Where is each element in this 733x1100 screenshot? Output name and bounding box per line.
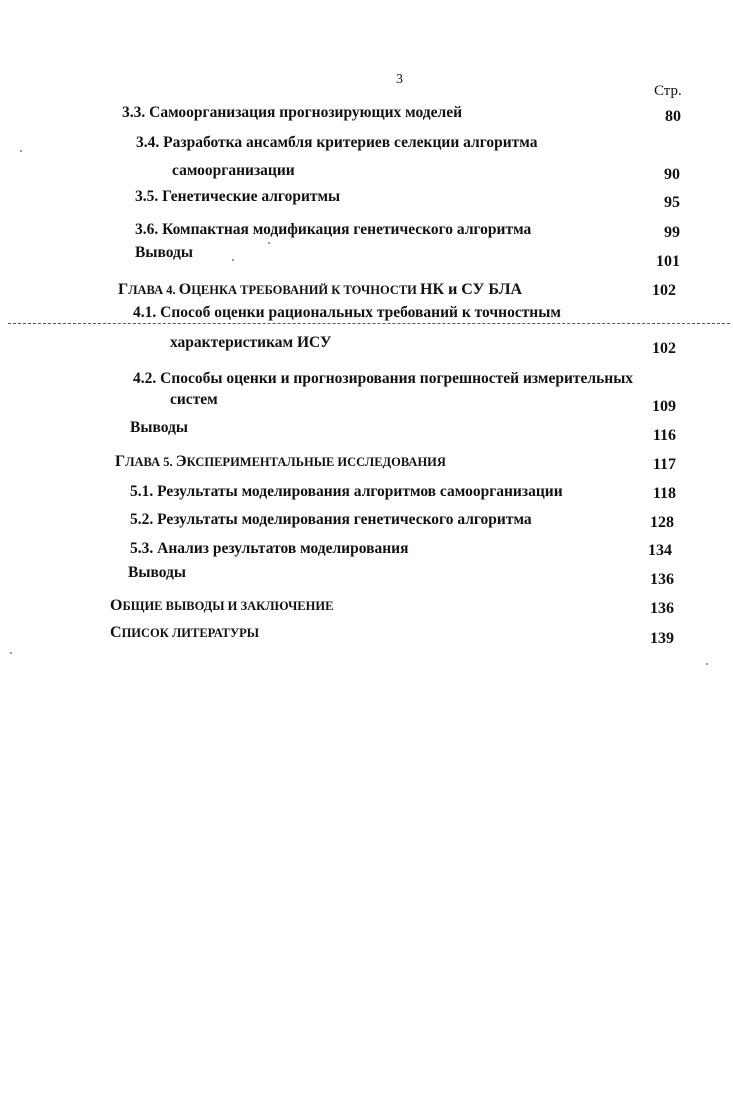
toc-entry-conclusions-3: Выводы [135, 244, 193, 261]
toc-page-general-conclusions: 136 [650, 600, 674, 617]
scan-speck [10, 652, 12, 654]
toc-page-conclusions-5: 136 [650, 571, 674, 588]
toc-entry-4-2-cont: систем [170, 391, 218, 408]
toc-entry-3-3: 3.3. Самоорганизация прогнозирующих моделей [122, 104, 463, 121]
toc-entry-4-1: 4.1. Способ оценки рациональных требований к точностным [133, 304, 561, 321]
toc-entry-3-6: 3.6. Компактная модификация генетического алгоритма [135, 221, 532, 238]
page-number: 3 [396, 72, 403, 87]
toc-entry-3-4-cont: самоорганизации [172, 162, 295, 179]
scan-speck [706, 663, 708, 665]
toc-chapter-4: ГЛАВА 4. ОЦЕНКА ТРЕБОВАНИЙ К ТОЧНОСТИ НК и СУ БЛА [118, 281, 523, 298]
toc-entry-4-2: 4.2. Способы оценки и прогнозирования погрешностей измерительных [133, 370, 634, 387]
toc-entry-3-5: 3.5. Генетические алгоритмы [135, 188, 341, 205]
toc-page-5-3: 134 [648, 542, 672, 559]
toc-page-3-5: 95 [664, 194, 680, 211]
toc-entry-5-1: 5.1. Результаты моделирования алгоритмов самоорганизации [130, 483, 563, 500]
toc-general-conclusions: ОБЩИЕ ВЫВОДЫ И ЗАКЛЮЧЕНИЕ [110, 597, 334, 614]
toc-chapter-5: ГЛАВА 5. ЭКСПЕРИМЕНТАЛЬНЫЕ ИССЛЕДОВАНИЯ [115, 453, 446, 470]
toc-page-conclusions-3: 101 [656, 253, 680, 270]
toc-entry-3-4: 3.4. Разработка ансамбля критериев селекции алгоритма [136, 134, 538, 151]
toc-page-3-3: 80 [665, 108, 681, 125]
scan-speck [232, 259, 234, 261]
toc-entry-4-1-cont: характеристикам ИСУ [170, 334, 332, 351]
toc-entry-5-3: 5.3. Анализ результатов моделирования [130, 540, 409, 557]
scan-speck [20, 150, 22, 152]
toc-references: СПИСОК ЛИТЕРАТУРЫ [110, 624, 260, 641]
toc-page-references: 139 [650, 630, 674, 647]
toc-page-5-1: 118 [652, 485, 676, 502]
toc-entry-conclusions-4: Выводы [130, 419, 188, 436]
toc-page-4-1: 102 [652, 340, 676, 357]
toc-page-4-2: 109 [652, 398, 676, 415]
scan-speck [268, 242, 270, 244]
toc-entry-5-2: 5.2. Результаты моделирования генетического алгоритма [130, 511, 532, 528]
toc-page-3-4: 90 [664, 166, 680, 183]
toc-entry-conclusions-5: Выводы [128, 564, 186, 581]
toc-page-3-6: 99 [664, 224, 680, 241]
toc-page-conclusions-4: 116 [652, 427, 676, 444]
toc-page-chapter-4: 102 [652, 282, 676, 299]
page-column-header: Стр. [654, 83, 682, 99]
toc-page-chapter-5: 117 [652, 456, 676, 473]
scan-artifact-rule [8, 323, 730, 324]
toc-page-5-2: 128 [650, 514, 674, 531]
